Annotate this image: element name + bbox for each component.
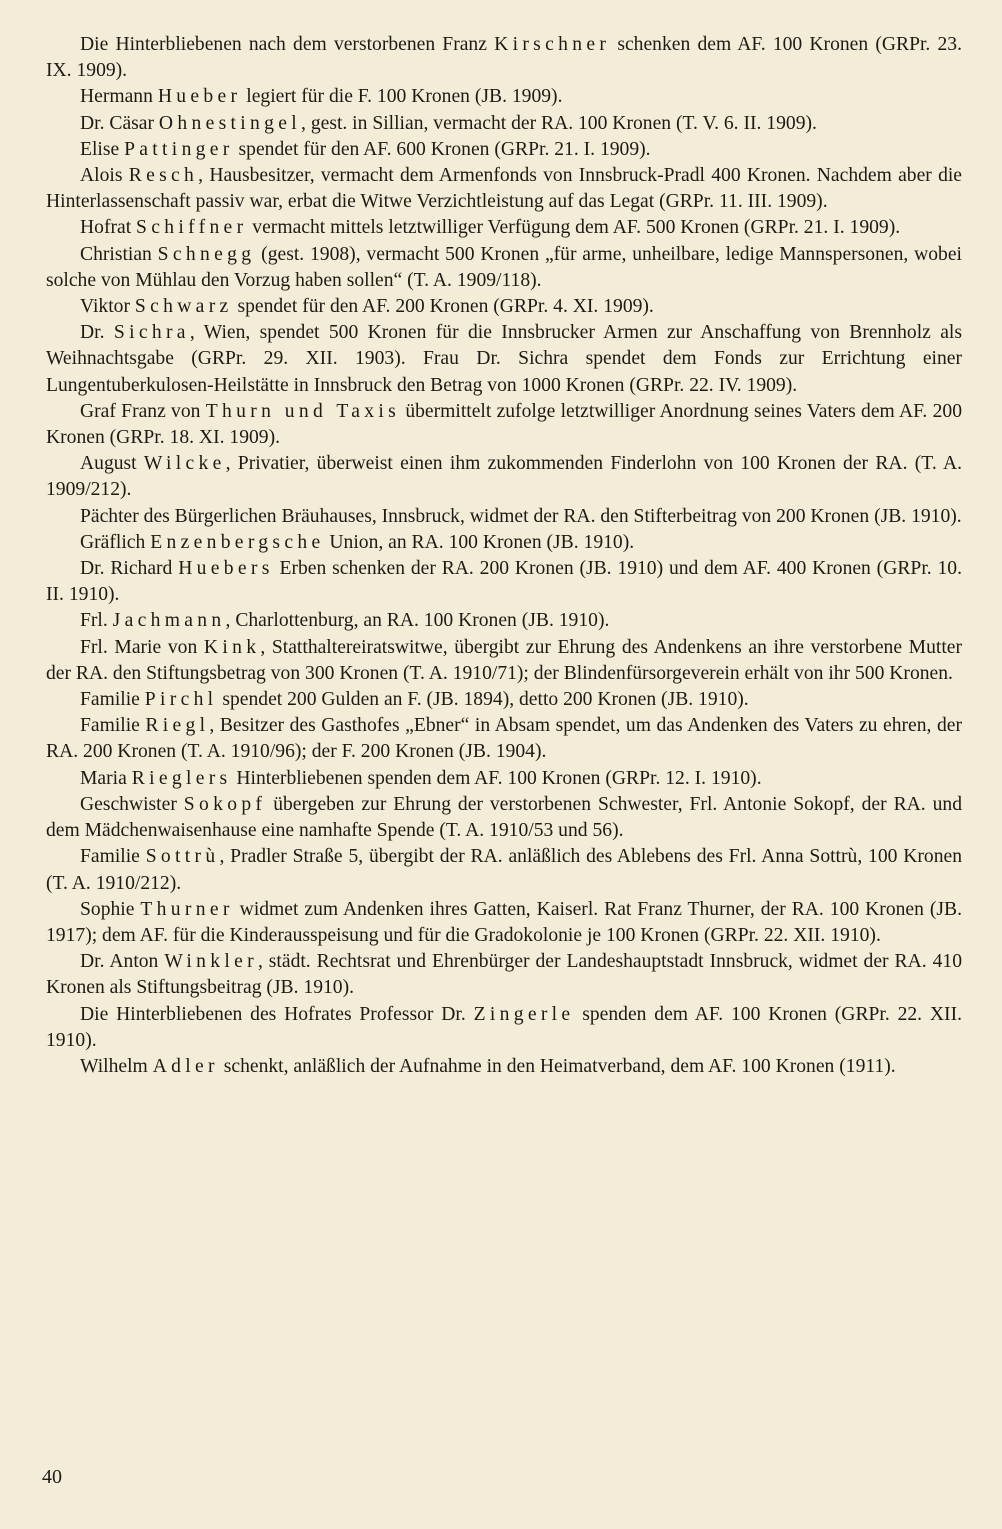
donor-name: Thurner [140,898,234,920]
entry: Gräflich Enzenbergsche Union, an RA. 100 Kronen (JB. 1910). [80,531,635,553]
entry: Viktor Schwarz spendet für den AF. 200 Kronen (GRPr. 4. XI. 1909). [80,296,654,318]
entry: Familie Pirchl spendet 200 Gulden an F. (JB. 1894), detto 200 Kronen (JB. 1910). [80,689,749,711]
donor-name: Sokopf [183,793,267,815]
entry: Dr. Richard Huebers Erben schenken der RA. 200 Kronen (JB. 1910) und dem AF. 400 Kronen (GRPr. 10. II. 1910). [46,558,962,606]
entry: Frl. Jachmann, Charlottenburg, an RA. 100 Kronen (JB. 1910). [80,610,610,632]
donor-name: Winkler [164,951,258,973]
donor-name: Riegl [145,715,210,737]
entry: Pächter des Bürgerlichen Bräuhauses, Innsbruck, widmet der RA. den Stifterbeitrag von 200 Kronen (JB. 1910). [80,505,962,527]
donor-name: Sottrù [145,846,220,868]
entry: Wilhelm Adler schenkt, anläßlich der Aufnahme in den Heimatverband, dem AF. 100 Kronen (1911). [80,1055,896,1077]
entry: Dr. Cäsar Ohnestingel, gest. in Sillian, vermacht der RA. 100 Kronen (T. V. 6. II. 1909). [80,112,817,134]
entry: Familie Riegl, Besitzer des Gasthofes „Ebner“ in Absam spendet, um das Andenken des Vaters zu ehren, der RA. 200 Kronen (T. A. 1910/96); der F. 200 Kronen (JB. 1904). [46,715,962,763]
entry: Dr. Sichra, Wien, spendet 500 Kronen für die Innsbrucker Armen zur Anschaffung von Brennholz als Weihnachtsgabe (GRPr. 29. XII. 1903). Frau Dr. Sichra spendet dem Fonds zur Errichtung einer Lungentuberkulosen-Heilstätte in Innsbruck den Betrag von 1000 Kronen (GRPr. 22. IV. 1909). [46,322,963,396]
entry: Alois Resch, Hausbesitzer, vermacht dem Armenfonds von Innsbruck-Pradl 400 Kronen. Nachdem aber die Hinterlassenschaft passiv war, erbat die Witwe Verzichtleistung auf das Legat (GRPr. 11. III. 1909). [46,165,963,213]
donor-name: Rieglers [131,767,232,789]
entry: Sophie Thurner widmet zum Andenken ihres Gatten, Kaiserl. Rat Franz Thurner, der RA. 100 Kronen (JB. 1917); dem AF. für die Kinderausspeisung und für die Gradokolonie je 100 Kronen (GRPr. 22. XII. 1910). [46,898,962,946]
entry: Familie Sottrù, Pradler Straße 5, übergibt der RA. anläßlich des Ablebens des Frl. Anna Sottrù, 100 Kronen (T. A. 1910/212). [46,846,962,894]
entry: Hofrat Schiffner vermacht mittels letztwilliger Verfügung dem AF. 500 Kronen (GRPr. 21. I. 1909). [80,217,901,239]
donor-name: Kirschner [494,34,611,55]
donor-name: Schiffner [136,217,248,239]
donor-name: Schnegg [157,243,256,265]
entry: August Wilcke, Privatier, überweist einen ihm zukommenden Finderlohn von 100 Kronen der RA. (T. A. 1909/212). [46,453,962,501]
entry: Geschwister Sokopf übergeben zur Ehrung der verstorbenen Schwester, Frl. Antonie Sokopf, der RA. und dem Mädchenwaisenhause eine namhafte Spende (T. A. 1910/53 und 56). [46,793,963,842]
donor-name: Zingerle [473,1003,575,1025]
donor-name: Sichra [113,322,190,344]
donor-name: Thurn und Taxis [205,400,401,422]
donor-name: Pattinger [124,138,234,160]
donor-name: Schwarz [134,296,233,318]
entry: Graf Franz von Thurn und Taxis übermittelt zufolge letztwilliger Anordnung seines Vaters dem AF. 200 Kronen (GRPr. 18. XI. 1909). [46,400,962,449]
page-number: 40 [42,1466,62,1488]
donor-name: Ohnestingel [158,112,302,134]
donor-name: Pirchl [144,689,218,711]
entry: Frl. Marie von Kink, Statthaltereiratswitwe, übergibt zur Ehrung des Andenkens an ihre verstorbene Mutter der RA. den Stiftungsbetrag von 300 Kronen (T. A. 1910/71); der Blindenfürsorgeverein erhält von ihr 500 Kronen. [46,636,963,684]
donor-name: Enzenbergsche [150,531,325,553]
donor-name: Jachmann [112,610,226,632]
entry: Dr. Anton Winkler, städt. Rechtsrat und Ehrenbürger der Landeshauptstadt Innsbruck, widmet der RA. 410 Kronen als Stiftungsbeitrag (JB. 1910). [46,951,962,999]
donor-name: Kink [203,636,261,658]
entry-list [46,32,962,1080]
donor-name: Huebers [178,558,274,580]
entry: Maria Rieglers Hinterbliebenen spenden dem AF. 100 Kronen (GRPr. 12. I. 1910). [80,767,762,789]
entry: Hermann Hueber legiert für die F. 100 Kronen (JB. 1909). [80,86,563,108]
donor-name: Hueber [157,86,242,108]
donor-name: Resch [128,165,199,187]
entry: Die Hinterbliebenen nach dem verstorbenen Franz Kirschner schenken dem AF. 100 Kronen (GRPr. 23. IX. 1909). [46,34,962,82]
entry: Elise Pattinger spendet für den AF. 600 Kronen (GRPr. 21. I. 1909). [80,138,651,160]
entry: Christian Schnegg (gest. 1908), vermacht 500 Kronen „für arme, unheilbare, ledige Mannspersonen, wobei solche von Mühlau den Vorzug haben sollen“ (T. A. 1909/118). [46,243,962,291]
donor-name: Adler [152,1055,219,1077]
donor-name: Wilcke [143,453,226,475]
entry: Die Hinterbliebenen des Hofrates Professor Dr. Zingerle spenden dem AF. 100 Kronen (GRPr. 22. XII. 1910). [46,1003,963,1051]
